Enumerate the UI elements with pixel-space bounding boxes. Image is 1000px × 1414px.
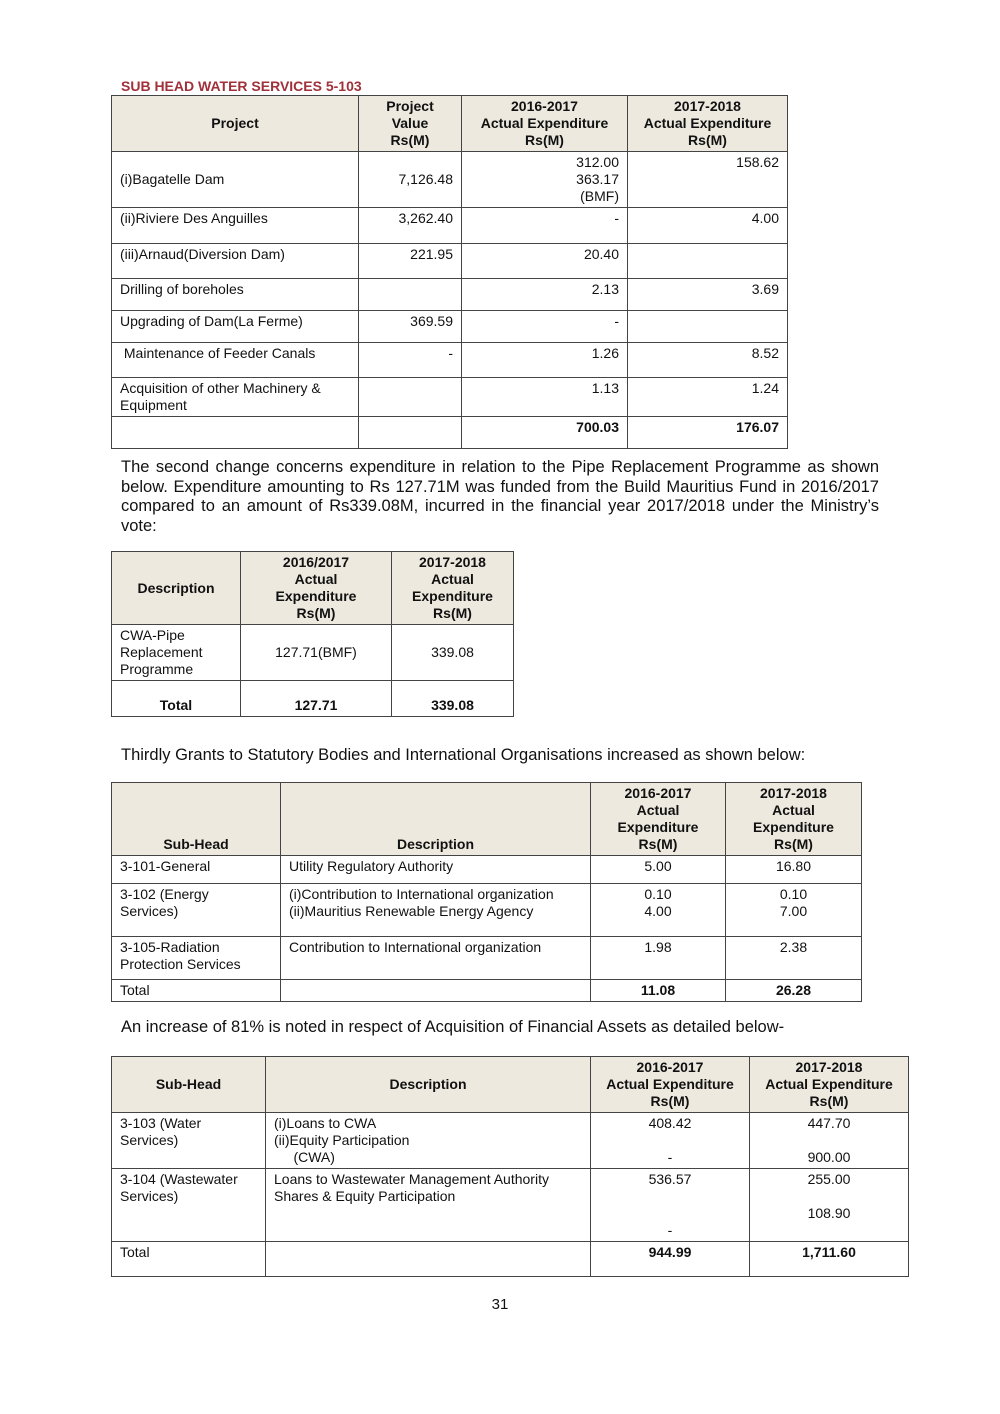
total-row bbox=[112, 681, 514, 717]
y1617-cell: - bbox=[462, 311, 628, 343]
header-2017-2018: 2017-2018 Actual Expenditure Rs(M) bbox=[726, 783, 862, 856]
total-y1617-cell: 700.03 bbox=[462, 417, 628, 449]
total-y1718-cell: 26.28 bbox=[726, 980, 862, 1002]
sub-head-cell: 3-101-General bbox=[112, 856, 281, 884]
y1718-cell: 4.00 bbox=[628, 208, 788, 244]
y1617-cell: 312.00 363.17 (BMF) bbox=[462, 152, 628, 208]
y1718-cell: 8.52 bbox=[628, 343, 788, 378]
header-description: Description bbox=[281, 783, 591, 856]
total-label-cell: Total bbox=[112, 681, 241, 717]
value-cell: - bbox=[359, 343, 462, 378]
section-title-water-services: SUB HEAD WATER SERVICES 5-103 bbox=[121, 78, 362, 94]
table-row bbox=[112, 1113, 909, 1169]
page-number: 31 bbox=[491, 1296, 509, 1313]
project-cell: (ii)Riviere Des Anguilles bbox=[112, 208, 359, 244]
description-cell: Contribution to International organization bbox=[281, 937, 591, 980]
table-row bbox=[112, 884, 862, 937]
header-sub-head: Sub-Head bbox=[112, 1057, 266, 1113]
total-row bbox=[112, 980, 862, 1002]
total-y1718-cell: 1,711.60 bbox=[750, 1242, 909, 1277]
y1718-cell: 255.00 108.90 bbox=[750, 1169, 909, 1242]
total-y1718-cell: 176.07 bbox=[628, 417, 788, 449]
total-label-cell: Total bbox=[112, 980, 281, 1002]
project-cell: Maintenance of Feeder Canals bbox=[112, 343, 359, 378]
total-y1718-cell: 339.08 bbox=[392, 681, 514, 717]
table-row bbox=[112, 343, 788, 378]
table-row bbox=[112, 856, 862, 884]
project-cell: (i)Bagatelle Dam bbox=[112, 152, 359, 208]
project-cell: Upgrading of Dam(La Ferme) bbox=[112, 311, 359, 343]
total-row bbox=[112, 417, 788, 449]
total-desc-cell bbox=[281, 980, 591, 1002]
header-description: Description bbox=[112, 552, 241, 625]
y1617-cell: 127.71(BMF) bbox=[241, 625, 392, 681]
y1617-cell: 536.57 - bbox=[591, 1169, 750, 1242]
y1617-cell: 408.42 - bbox=[591, 1113, 750, 1169]
y1718-cell: 447.70 900.00 bbox=[750, 1113, 909, 1169]
paragraph-financial-assets: An increase of 81% is noted in respect of Acquisition of Financial Assets as detailed below- bbox=[121, 1018, 785, 1036]
y1617-cell: 0.10 4.00 bbox=[591, 884, 726, 937]
total-label-cell: Total bbox=[112, 1242, 266, 1277]
description-cell: (i)Loans to CWA (ii)Equity Participation (CWA) bbox=[266, 1113, 591, 1169]
total-label-cell bbox=[112, 417, 359, 449]
header-project-value: Project Value Rs(M) bbox=[359, 96, 462, 152]
header-project: Project bbox=[112, 96, 359, 152]
y1718-cell: 158.62 bbox=[628, 152, 788, 208]
description-cell: Loans to Wastewater Management Authority Shares & Equity Participation bbox=[266, 1169, 591, 1242]
total-desc-cell bbox=[266, 1242, 591, 1277]
header-2017-2018: 2017-2018 Actual Expenditure Rs(M) bbox=[750, 1057, 909, 1113]
value-cell: 369.59 bbox=[359, 311, 462, 343]
header-2016-2017: 2016-2017 Actual Expenditure Rs(M) bbox=[591, 783, 726, 856]
project-cell: Drilling of boreholes bbox=[112, 279, 359, 311]
total-value-cell bbox=[359, 417, 462, 449]
header-2016-2017: 2016-2017 Actual Expenditure Rs(M) bbox=[591, 1057, 750, 1113]
project-cell: (iii)Arnaud(Diversion Dam) bbox=[112, 244, 359, 279]
table-row bbox=[112, 311, 788, 343]
y1718-cell: 339.08 bbox=[392, 625, 514, 681]
y1617-cell: 2.13 bbox=[462, 279, 628, 311]
table-row bbox=[112, 208, 788, 244]
header-2017-2018: 2017-2018 Actual Expenditure Rs(M) bbox=[628, 96, 788, 152]
total-row bbox=[112, 1242, 909, 1277]
total-y1617-cell: 944.99 bbox=[591, 1242, 750, 1277]
header-2016-2017: 2016-2017 Actual Expenditure Rs(M) bbox=[462, 96, 628, 152]
sub-head-cell: 3-102 (Energy Services) bbox=[112, 884, 281, 937]
y1617-cell: - bbox=[462, 208, 628, 244]
y1617-cell: 1.98 bbox=[591, 937, 726, 980]
paragraph-grants: Thirdly Grants to Statutory Bodies and International Organisations increased as shown below: bbox=[121, 746, 806, 764]
table-row bbox=[112, 279, 788, 311]
y1718-cell: 0.10 7.00 bbox=[726, 884, 862, 937]
sub-head-cell: 3-104 (Wastewater Services) bbox=[112, 1169, 266, 1242]
sub-head-cell: 3-105-Radiation Protection Services bbox=[112, 937, 281, 980]
sub-head-cell: 3-103 (Water Services) bbox=[112, 1113, 266, 1169]
y1718-cell: 1.24 bbox=[628, 378, 788, 417]
pipe-replacement-table bbox=[111, 551, 514, 717]
header-2017-2018: 2017-2018 Actual Expenditure Rs(M) bbox=[392, 552, 514, 625]
y1718-cell: 16.80 bbox=[726, 856, 862, 884]
value-cell bbox=[359, 378, 462, 417]
header-2016-2017: 2016/2017 Actual Expenditure Rs(M) bbox=[241, 552, 392, 625]
value-cell: 221.95 bbox=[359, 244, 462, 279]
y1617-cell: 1.13 bbox=[462, 378, 628, 417]
table-row bbox=[112, 1169, 909, 1242]
value-cell: 3,262.40 bbox=[359, 208, 462, 244]
y1617-cell: 1.26 bbox=[462, 343, 628, 378]
y1718-cell: 3.69 bbox=[628, 279, 788, 311]
project-cell: Acquisition of other Machinery & Equipment bbox=[112, 378, 359, 417]
value-cell: 7,126.48 bbox=[359, 152, 462, 208]
table-row bbox=[112, 937, 862, 980]
value-cell bbox=[359, 279, 462, 311]
total-y1617-cell: 11.08 bbox=[591, 980, 726, 1002]
y1617-cell: 5.00 bbox=[591, 856, 726, 884]
table-row bbox=[112, 244, 788, 279]
grants-table bbox=[111, 782, 862, 1002]
description-cell: (i)Contribution to International organization (ii)Mauritius Renewable Energy Agency bbox=[281, 884, 591, 937]
y1718-cell bbox=[628, 311, 788, 343]
description-cell: Utility Regulatory Authority bbox=[281, 856, 591, 884]
total-y1617-cell: 127.71 bbox=[241, 681, 392, 717]
y1718-cell bbox=[628, 244, 788, 279]
table-row bbox=[112, 378, 788, 417]
description-cell: CWA-Pipe Replacement Programme bbox=[112, 625, 241, 681]
y1617-cell: 20.40 bbox=[462, 244, 628, 279]
header-sub-head: Sub-Head bbox=[112, 783, 281, 856]
table-row bbox=[112, 152, 788, 208]
header-description: Description bbox=[266, 1057, 591, 1113]
y1718-cell: 2.38 bbox=[726, 937, 862, 980]
financial-assets-table bbox=[111, 1056, 909, 1277]
water-services-table bbox=[111, 95, 788, 449]
paragraph-pipe-replacement: The second change concerns expenditure in relation to the Pipe Replacement Programme as shown below. Expenditure amounting to Rs 127.71M was funded from the Build Mauritius Fund in 2016/2017 compared to an amount of Rs339.08M, incurred in the financial year 2017/2018 under the Ministry’s vote: bbox=[121, 458, 879, 535]
table-row bbox=[112, 625, 514, 681]
